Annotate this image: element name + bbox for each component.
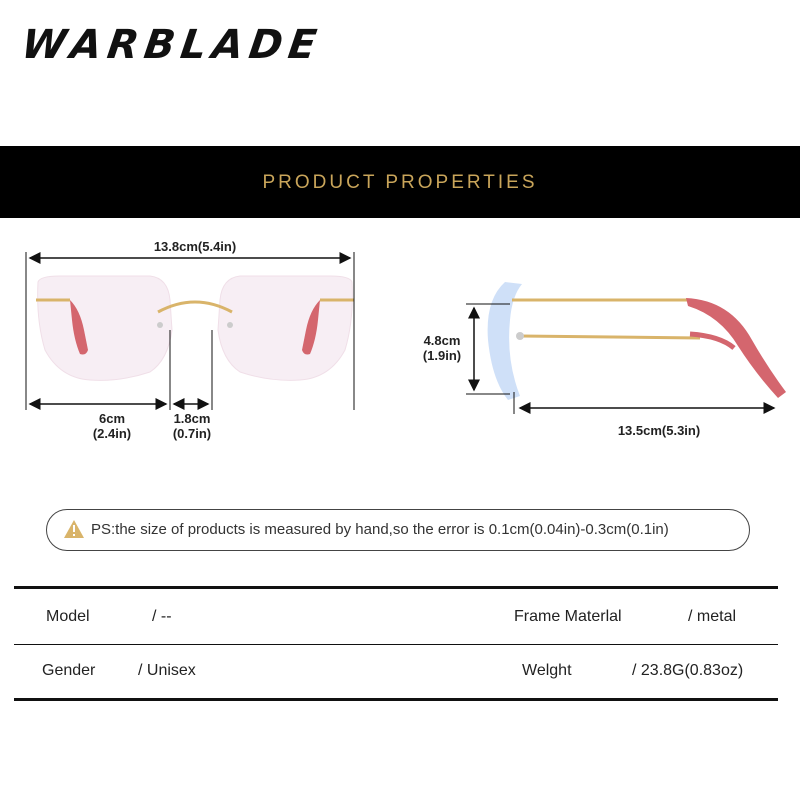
side-view-glasses (488, 282, 786, 400)
table-mid-rule (14, 644, 778, 645)
lens-height-in-label: (1.9in) (422, 348, 462, 363)
banner-title: PRODUCT PROPERTIES (262, 172, 538, 193)
lens-width-in-label: (2.4in) (92, 426, 132, 441)
weight-label: Welght (522, 662, 572, 679)
weight-value: / 23.8G(0.83oz) (632, 662, 744, 679)
measurement-note (46, 509, 750, 551)
table-bottom-rule (14, 698, 778, 701)
total-width-label: 13.8cm(5.4in) (153, 239, 237, 254)
side-temple-tip (686, 298, 786, 398)
frame-material-label: Frame Materlal (514, 608, 622, 625)
warning-icon (63, 519, 85, 539)
right-lens (218, 276, 352, 380)
front-view-glasses (36, 276, 354, 380)
table-top-rule (14, 586, 778, 589)
gender-label: Gender (42, 662, 96, 679)
frame-material-value: / metal (688, 608, 737, 625)
bridge-in-label: (0.7in) (172, 426, 212, 441)
temple-length-label: 13.5cm(5.3in) (617, 423, 701, 438)
lens-height-cm-label: 4.8cm (423, 333, 461, 348)
product-properties-banner (0, 146, 800, 218)
model-label: Model (46, 608, 90, 625)
lens-width-cm-label: 6cm (98, 411, 126, 426)
brand-logo: WARBLADE (18, 22, 326, 68)
gender-value: / Unisex (138, 662, 196, 679)
measurement-note-text: PS:the size of products is measured by hand,so the error is 0.1cm(0.04in)-0.3cm(0.1in) (91, 521, 669, 538)
model-value: / -- (152, 608, 172, 625)
bridge-cm-label: 1.8cm (173, 411, 211, 426)
left-lens (38, 276, 172, 380)
